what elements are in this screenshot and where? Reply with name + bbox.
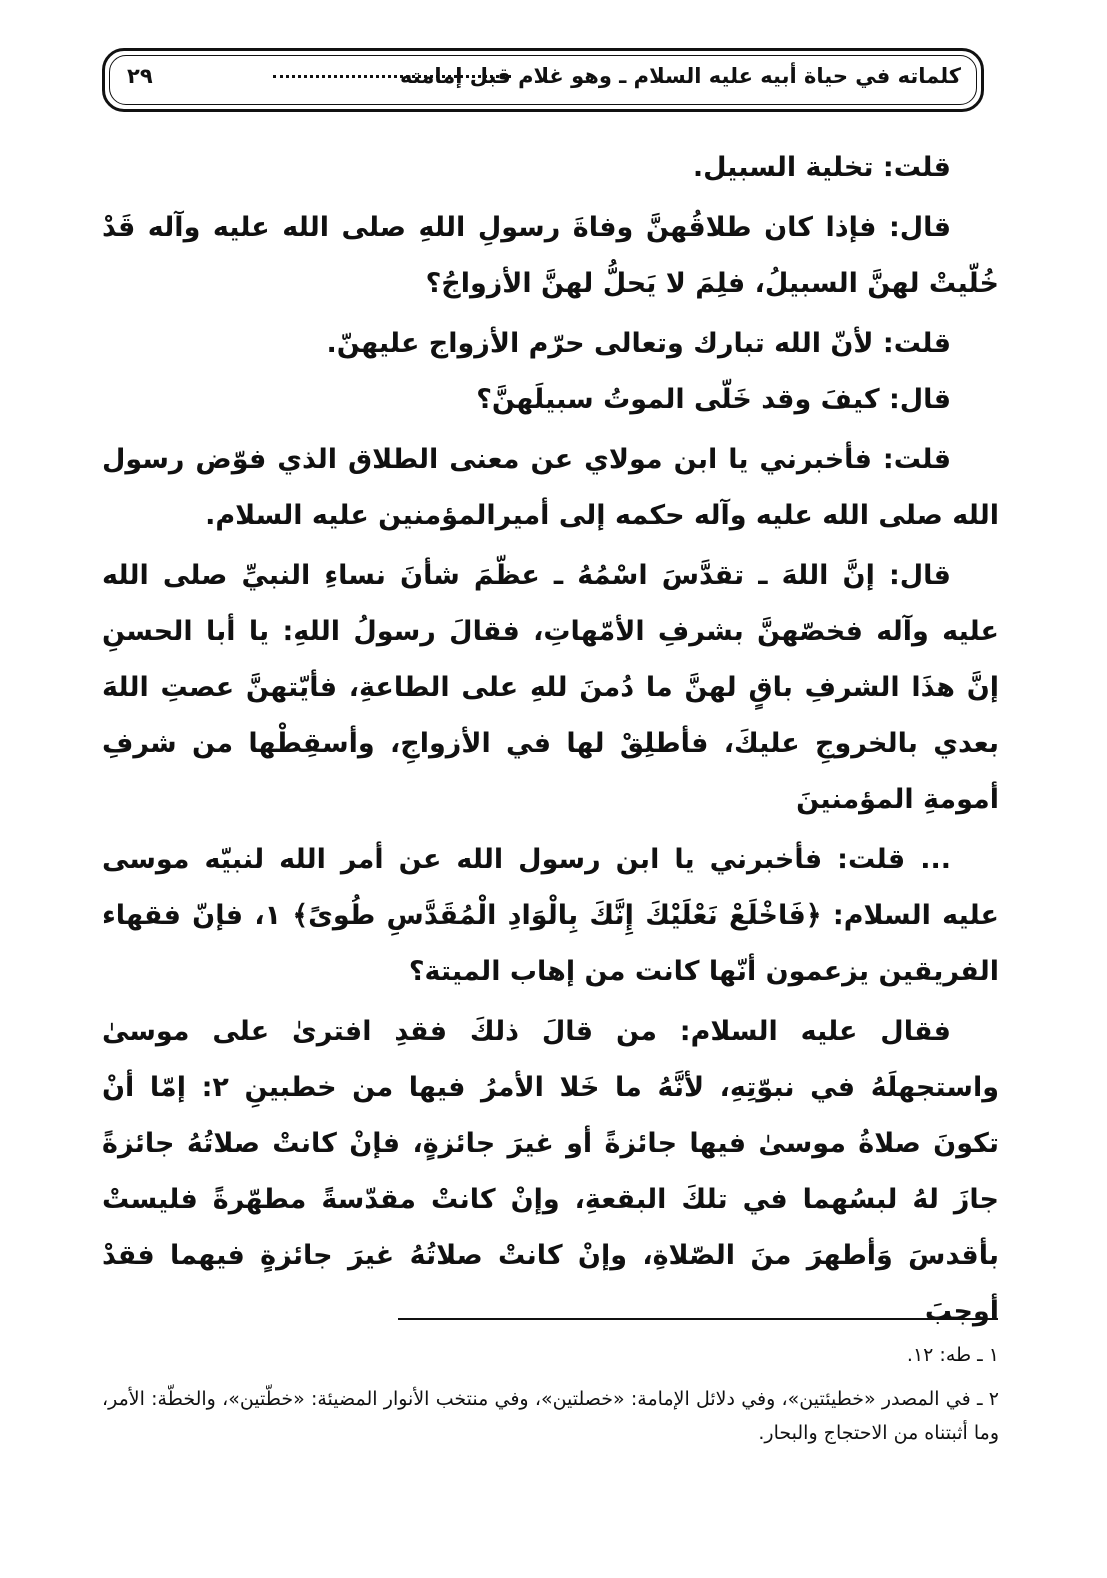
paragraph: قلت: تخلية السبيل.	[692, 152, 951, 183]
footnote: ٢ ـ في المصدر «خطيئتين»، وفي دلائل الإمامة: «خصلتين»، وفي منتخب الأنوار المضيئة: «خطّتين»، والخطّة: الأمر، وما أثبتناه من الاحتجاج والبحار.	[102, 1388, 999, 1444]
paragraph: قلت: فأخبرني يا ابن مولاي عن معنى الطلاق الذي فوّض رسول الله صلى الله عليه وآله حكمه إلى أميرالمؤمنين عليه السلام.	[102, 444, 999, 531]
running-header-title: كلماته في حياة أبيه عليه السلام ـ وهو غلام قبل إمامته	[400, 64, 961, 88]
paragraph: ... قلت: فأخبرني يا ابن رسول الله عن أمر الله لنبيّه موسى عليه السلام: ﴿فَاخْلَعْ نَعْلَيْكَ إِنَّكَ بِالْوَادِ الْمُقَدَّسِ طُوىً﴾ ١، فإنّ فقهاء الفريقين يزعمون أنّها كانت من إهاب الميتة؟	[102, 844, 999, 987]
footnotes	[102, 1338, 999, 1450]
footnote-separator	[398, 1318, 998, 1320]
page-number: ٢٩	[127, 64, 153, 88]
paragraph: قلت: لأنّ الله تبارك وتعالى حرّم الأزواج عليهنّ.	[326, 328, 951, 359]
paragraph: قال: إنَّ اللهَ ـ تقدَّسَ اسْمُهُ ـ عظّمَ شأنَ نساءِ النبيِّ صلى الله عليه وآله فخصّهنَّ بشرفِ الأمّهاتِ، فقالَ رسولُ اللهِ: يا أبا الحسنِ إنَّ هذَا الشرفِ باقٍ لهنَّ ما دُمنَ للهِ على الطاعةِ، فأيّتهنَّ عصتِ اللهَ بعدي بالخروجِ عليكَ، فأطلِقْ لها في الأزواجِ، وأسقِطْها من شرفِ أمومةِ المؤمنينَ	[102, 560, 999, 815]
paragraph: قال: فإذا كان طلاقُهنَّ وفاةَ رسولِ اللهِ صلى الله عليه وآله قَدْ خُلّيتْ لهنَّ السبيلُ، فلِمَ لا يَحلُّ لهنَّ الأزواجُ؟	[102, 212, 999, 299]
running-header	[102, 48, 984, 112]
paragraph: فقال عليه السلام: من قالَ ذلكَ فقدِ افترىٰ على موسىٰ واستجهلَهُ في نبوّتِهِ، لأنَّهُ ما خَلا الأمرُ فيها من خطبينِ ٢: إمّا أنْ تكونَ صلاةُ موسىٰ فيها جائزةً أو غيرَ جائزةٍ، فإنْ كانتْ صلاتُهُ جائزةً جازَ لهُ لبسُهما في تلكَ البقعةِ، وإنْ كانتْ مقدّسةً مطهّرةً فليستْ بأقدسَ وَأطهرَ منَ الصّلاةِ، وإنْ كانتْ صلاتُهُ غيرَ جائزةٍ فيهما فقدْ أوجبَ	[102, 1016, 999, 1327]
main-text	[102, 140, 999, 1340]
dotted-leader	[273, 75, 511, 78]
footnote: ١ ـ طه: ١٢.	[906, 1344, 999, 1366]
paragraph: قال: كيفَ وقد خَلّى الموتُ سبيلَهنَّ؟	[476, 384, 951, 415]
